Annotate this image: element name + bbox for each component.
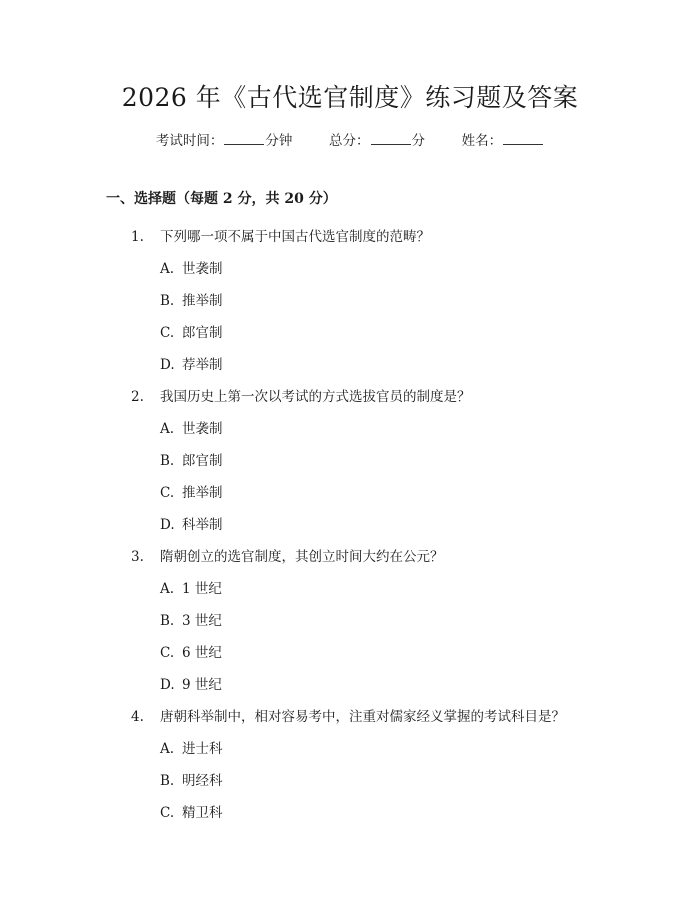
answer-option — [0, 765, 700, 797]
option-letter: A. — [160, 261, 175, 277]
option-text: 郎官制 — [182, 453, 223, 469]
option-letter: D. — [160, 517, 175, 533]
answer-option — [0, 637, 700, 669]
answer-option — [0, 797, 700, 829]
exam-meta-line — [0, 130, 700, 152]
total-score — [329, 130, 425, 152]
option-letter: D. — [160, 677, 175, 693]
answer-option — [0, 669, 700, 701]
option-text: 荐举制 — [182, 357, 223, 373]
answer-option — [0, 605, 700, 637]
option-text: 推举制 — [182, 293, 223, 309]
question-text: 隋朝创立的选官制度，其创立时间大约在公元？ — [160, 549, 444, 565]
question-item — [0, 381, 700, 413]
answer-option — [0, 285, 700, 317]
question-number: 1. — [131, 229, 144, 245]
question-number: 4. — [131, 709, 144, 725]
student-name — [462, 130, 545, 152]
exam-time-blank — [224, 130, 264, 145]
student-name-label: 姓名： — [461, 133, 503, 149]
option-letter: C. — [160, 805, 175, 821]
option-letter: A. — [160, 581, 175, 597]
total-score-label: 总分： — [329, 133, 370, 149]
option-text: 精卫科 — [182, 805, 223, 821]
exam-time — [156, 130, 293, 152]
answer-option — [0, 253, 700, 285]
option-text: 推举制 — [182, 485, 223, 501]
question-item — [0, 541, 700, 573]
option-letter: B. — [160, 613, 175, 629]
exam-time-unit: 分钟 — [265, 133, 293, 149]
question-text: 我国历史上第一次以考试的方式选拔官员的制度是？ — [160, 389, 471, 405]
answer-option — [0, 733, 700, 765]
question-item — [0, 701, 700, 733]
total-score-unit: 分 — [411, 133, 425, 149]
option-text: 科举制 — [182, 517, 223, 533]
option-text: 进士科 — [182, 741, 223, 757]
option-text: 3 世纪 — [182, 613, 222, 629]
option-letter: B. — [160, 453, 175, 469]
question-number: 2. — [131, 389, 144, 405]
section-heading: 一、选择题（每题 2 分，共 20 分） — [106, 191, 337, 207]
option-letter: A. — [160, 421, 175, 437]
answer-option — [0, 477, 700, 509]
option-letter: A. — [160, 741, 175, 757]
option-text: 6 世纪 — [182, 645, 222, 661]
answer-option — [0, 509, 700, 541]
student-name-blank — [503, 130, 543, 145]
option-text: 世袭制 — [182, 261, 223, 277]
option-letter: C. — [160, 325, 175, 341]
option-text: 9 世纪 — [182, 677, 222, 693]
answer-option — [0, 317, 700, 349]
option-text: 世袭制 — [182, 421, 223, 437]
option-letter: C. — [160, 485, 175, 501]
total-score-blank — [371, 130, 411, 145]
option-letter: B. — [160, 773, 175, 789]
question-list — [0, 221, 700, 829]
question-number: 3. — [131, 549, 144, 565]
answer-option — [0, 349, 700, 381]
question-text: 唐朝科举制中，相对容易考中，注重对儒家经义掌握的考试科目是？ — [160, 709, 565, 725]
question-text: 下列哪一项不属于中国古代选官制度的范畴？ — [160, 229, 430, 245]
answer-option — [0, 445, 700, 477]
option-text: 郎官制 — [182, 325, 223, 341]
option-letter: B. — [160, 293, 175, 309]
document-title: 2026 年《古代选官制度》练习题及答案 — [121, 83, 579, 112]
answer-option — [0, 413, 700, 445]
option-text: 明经科 — [182, 773, 223, 789]
option-letter: D. — [160, 357, 175, 373]
question-item — [0, 221, 700, 253]
exam-time-label: 考试时间： — [155, 133, 224, 149]
answer-option — [0, 573, 700, 605]
option-text: 1 世纪 — [182, 581, 222, 597]
option-letter: C. — [160, 645, 175, 661]
